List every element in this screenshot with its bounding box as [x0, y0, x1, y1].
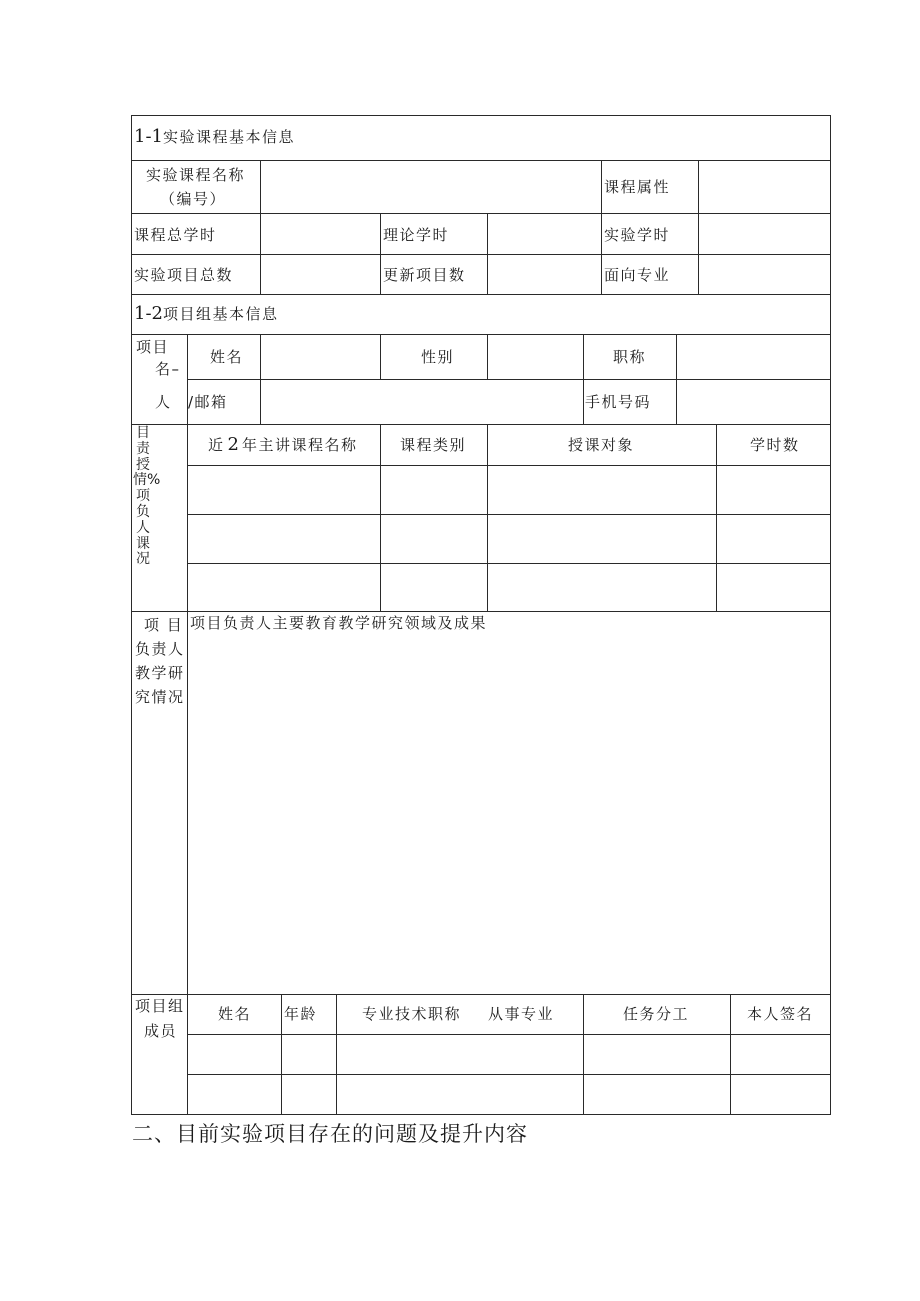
leader-gender-input[interactable] — [487, 334, 584, 380]
lab-hours-label: 实验学时 — [604, 226, 671, 244]
leader-email-label: /邮箱 — [188, 393, 228, 411]
research-prompt: 项目负责人主要教育教学研究领域及成果 — [190, 614, 488, 632]
leader-title-input[interactable] — [676, 334, 831, 380]
course-attribute-input[interactable] — [698, 160, 831, 214]
member-row-2-title-major[interactable] — [336, 1074, 584, 1115]
member-row-2-age[interactable] — [281, 1074, 337, 1115]
leader-gender-label: 性别 — [421, 348, 455, 366]
teaching-side-label: 目责授情%项负人课况 — [133, 425, 161, 568]
section-title-text: 实验课程基本信息 — [163, 128, 296, 146]
research-side-line-1: 项 目 — [144, 616, 184, 634]
leader-side-label-2: 名– — [155, 360, 181, 378]
updated-projects-label: 更新项目数 — [383, 266, 466, 284]
research-side-line-2: 负责人 — [135, 640, 185, 658]
teaching-row-1-hours[interactable] — [716, 465, 831, 515]
research-side-line-4: 究情况 — [135, 688, 185, 706]
leader-title-label: 职称 — [613, 348, 647, 366]
major-input[interactable] — [698, 254, 831, 295]
lab-hours-input[interactable] — [698, 213, 831, 255]
member-row-1-age[interactable] — [281, 1034, 337, 1075]
members-header-signature-label: 本人签名 — [747, 1005, 814, 1023]
teaching-row-2-target[interactable] — [487, 514, 717, 564]
leader-phone-label: 手机号码 — [585, 393, 652, 411]
theory-hours-input[interactable] — [487, 213, 602, 255]
theory-hours-label: 理论学时 — [383, 226, 450, 244]
teaching-header-target-label: 授课对象 — [568, 436, 635, 454]
teaching-row-1-course[interactable] — [187, 465, 381, 515]
members-header-title-label: 专业技术职称 — [362, 1005, 462, 1023]
research-side-line-3: 教学研 — [135, 664, 185, 682]
member-row-1-task[interactable] — [583, 1034, 731, 1075]
research-content-area[interactable] — [187, 611, 831, 995]
member-row-2-signature[interactable] — [730, 1074, 831, 1115]
total-projects-label: 实验项目总数 — [134, 266, 234, 284]
leader-side-label-1: 项目 — [136, 338, 170, 356]
teaching-header-hours-label: 学时数 — [750, 436, 800, 454]
teaching-row-2-course[interactable] — [187, 514, 381, 564]
members-header-task-label: 任务分工 — [623, 1005, 690, 1023]
teaching-row-3-course[interactable] — [187, 563, 381, 612]
teaching-header-course-label — [208, 434, 357, 456]
course-attribute-label: 课程属性 — [604, 178, 671, 196]
members-header-major-label: 从事专业 — [488, 1005, 555, 1023]
teaching-row-3-category[interactable] — [380, 563, 488, 612]
section-1-2-title — [134, 303, 279, 325]
header-number: 2 — [227, 434, 239, 455]
member-row-2-task[interactable] — [583, 1074, 731, 1115]
teaching-row-3-target[interactable] — [487, 563, 717, 612]
leader-name-label: 姓名 — [210, 348, 244, 366]
teaching-row-3-hours[interactable] — [716, 563, 831, 612]
leader-email-input[interactable] — [260, 379, 584, 425]
member-row-1-title-major[interactable] — [336, 1034, 584, 1075]
total-projects-input[interactable] — [260, 254, 381, 295]
course-name-label: 实验课程名称 — [146, 166, 246, 184]
members-header-name-label: 姓名 — [218, 1005, 252, 1023]
section-number: 1-1 — [134, 126, 163, 147]
member-row-1-name[interactable] — [187, 1034, 282, 1075]
section-2-heading: 二、目前实验项目存在的问题及提升内容 — [132, 1122, 528, 1146]
leader-side-label-3: 人 — [155, 393, 172, 411]
leader-phone-input[interactable] — [676, 379, 831, 425]
header-suffix: 年主讲课程名称 — [241, 436, 358, 454]
members-side-line-2: 成员 — [144, 1022, 178, 1040]
teaching-row-2-category[interactable] — [380, 514, 488, 564]
member-row-1-signature[interactable] — [730, 1034, 831, 1075]
section-title-text: 项目组基本信息 — [163, 305, 279, 323]
section-number: 1-2 — [134, 303, 163, 324]
major-label: 面向专业 — [604, 266, 671, 284]
teaching-row-2-hours[interactable] — [716, 514, 831, 564]
header-prefix: 近 — [208, 436, 225, 454]
updated-projects-input[interactable] — [487, 254, 602, 295]
course-name-input[interactable] — [260, 160, 602, 214]
teaching-header-category-label: 课程类别 — [400, 436, 467, 454]
total-hours-input[interactable] — [260, 213, 381, 255]
members-header-age-label: 年龄 — [284, 1005, 318, 1023]
teaching-row-1-category[interactable] — [380, 465, 488, 515]
teaching-row-1-target[interactable] — [487, 465, 717, 515]
total-hours-label: 课程总学时 — [134, 226, 217, 244]
members-side-line-1: 项目组 — [135, 997, 185, 1015]
course-code-label: （编号） — [160, 190, 227, 208]
member-row-2-name[interactable] — [187, 1074, 282, 1115]
section-1-1-title — [134, 126, 295, 148]
leader-name-input[interactable] — [260, 334, 381, 380]
